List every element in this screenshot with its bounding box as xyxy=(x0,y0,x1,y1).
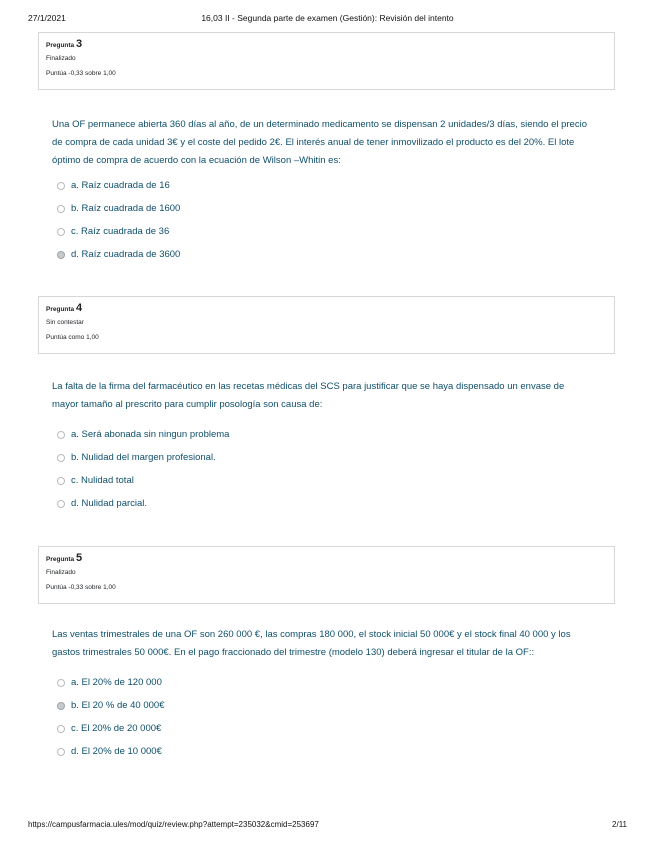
answer-label: a. Será abonada sin ningun problema xyxy=(71,429,230,440)
radio-icon[interactable] xyxy=(57,228,65,236)
radio-icon[interactable] xyxy=(57,205,65,213)
answer-label: d. El 20% de 10 000€ xyxy=(71,746,162,757)
question-text-4: La falta de la firma del farmacéutico en las recetas médicas del SCS para justificar que se haya dispensado un envase de mayor tamaño al prescrito para cumplir posología son causa de: xyxy=(52,381,565,410)
page-counter: 2/11 xyxy=(612,820,627,829)
answer-option[interactable] xyxy=(57,671,597,694)
answer-label: b. Nulidad del margen profesional. xyxy=(71,452,216,463)
print-title: 16,03 II - Segunda parte de examen (Gestión): Revisión del intento xyxy=(201,13,454,23)
radio-icon[interactable] xyxy=(57,251,65,259)
answer-label: c. Raíz cuadrada de 36 xyxy=(71,226,170,237)
answer-option[interactable] xyxy=(57,469,597,492)
print-header xyxy=(28,13,627,25)
answer-list-5 xyxy=(57,671,597,763)
question-info-5 xyxy=(38,546,615,604)
answer-option[interactable] xyxy=(57,197,597,220)
question-info-3 xyxy=(38,32,615,90)
answer-list-4 xyxy=(57,423,597,515)
answer-option[interactable] xyxy=(57,446,597,469)
answer-label: a. Raíz cuadrada de 16 xyxy=(71,180,170,191)
radio-icon[interactable] xyxy=(57,477,65,485)
print-date: 27/1/2021 xyxy=(28,13,66,23)
question-number: Pregunta 4 xyxy=(46,302,83,314)
answer-option[interactable] xyxy=(57,174,597,197)
question-grade: Puntúa -0,33 sobre 1,00 xyxy=(46,584,116,591)
answer-option[interactable] xyxy=(57,423,597,446)
radio-icon[interactable] xyxy=(57,679,65,687)
answer-label: b. El 20 % de 40 000€ xyxy=(71,700,165,711)
radio-icon[interactable] xyxy=(57,182,65,190)
radio-icon[interactable] xyxy=(57,725,65,733)
question-grade: Puntúa como 1,00 xyxy=(46,334,99,341)
answer-option[interactable] xyxy=(57,740,597,763)
question-state: Finalizado xyxy=(46,569,76,576)
question-state: Sin contestar xyxy=(46,319,84,326)
answer-list-3 xyxy=(57,174,597,266)
radio-icon[interactable] xyxy=(57,431,65,439)
answer-label: a. El 20% de 120 000 xyxy=(71,677,162,688)
question-number: Pregunta 5 xyxy=(46,552,83,564)
print-url: https://campusfarmacia.ules/mod/quiz/review.php?attempt=235032&cmid=253697 xyxy=(28,820,319,829)
question-info-4 xyxy=(38,296,615,354)
answer-option[interactable] xyxy=(57,243,597,266)
question-number: Pregunta 3 xyxy=(46,38,83,50)
answer-option[interactable] xyxy=(57,717,597,740)
radio-icon[interactable] xyxy=(57,748,65,756)
answer-option[interactable] xyxy=(57,492,597,515)
answer-label: b. Raíz cuadrada de 1600 xyxy=(71,203,181,214)
radio-icon[interactable] xyxy=(57,702,65,710)
question-grade: Puntúa -0,33 sobre 1,00 xyxy=(46,70,116,77)
answer-label: d. Raíz cuadrada de 3600 xyxy=(71,249,181,260)
print-footer xyxy=(28,820,627,832)
answer-label: c. Nulidad total xyxy=(71,475,134,486)
radio-icon[interactable] xyxy=(57,454,65,462)
question-text-5: Las ventas trimestrales de una OF son 260 000 €, las compras 180 000, el stock inicial 50 000€ y el stock final 40 000 y los gastos trimestrales 50 000€. En el pago fraccionado del trimestre (modelo 130) deberá ingresar el titular de la OF:: xyxy=(52,629,571,658)
question-text-3: Una OF permanece abierta 360 días al año, de un determinado medicamento se dispensan 2 unidades/3 días, siendo el precio de compra de cada unidad 3€ y el coste del pedido 2€. El interés anual de tener inmovilizado el producto es del 20%. El lote óptimo de compra de acuerdo con la ecuación de Wilson –Whitin es: xyxy=(52,119,587,166)
radio-icon[interactable] xyxy=(57,500,65,508)
question-state: Finalizado xyxy=(46,55,76,62)
answer-option[interactable] xyxy=(57,694,597,717)
answer-label: d. Nulidad parcial. xyxy=(71,498,148,509)
answer-option[interactable] xyxy=(57,220,597,243)
answer-label: c. El 20% de 20 000€ xyxy=(71,723,162,734)
